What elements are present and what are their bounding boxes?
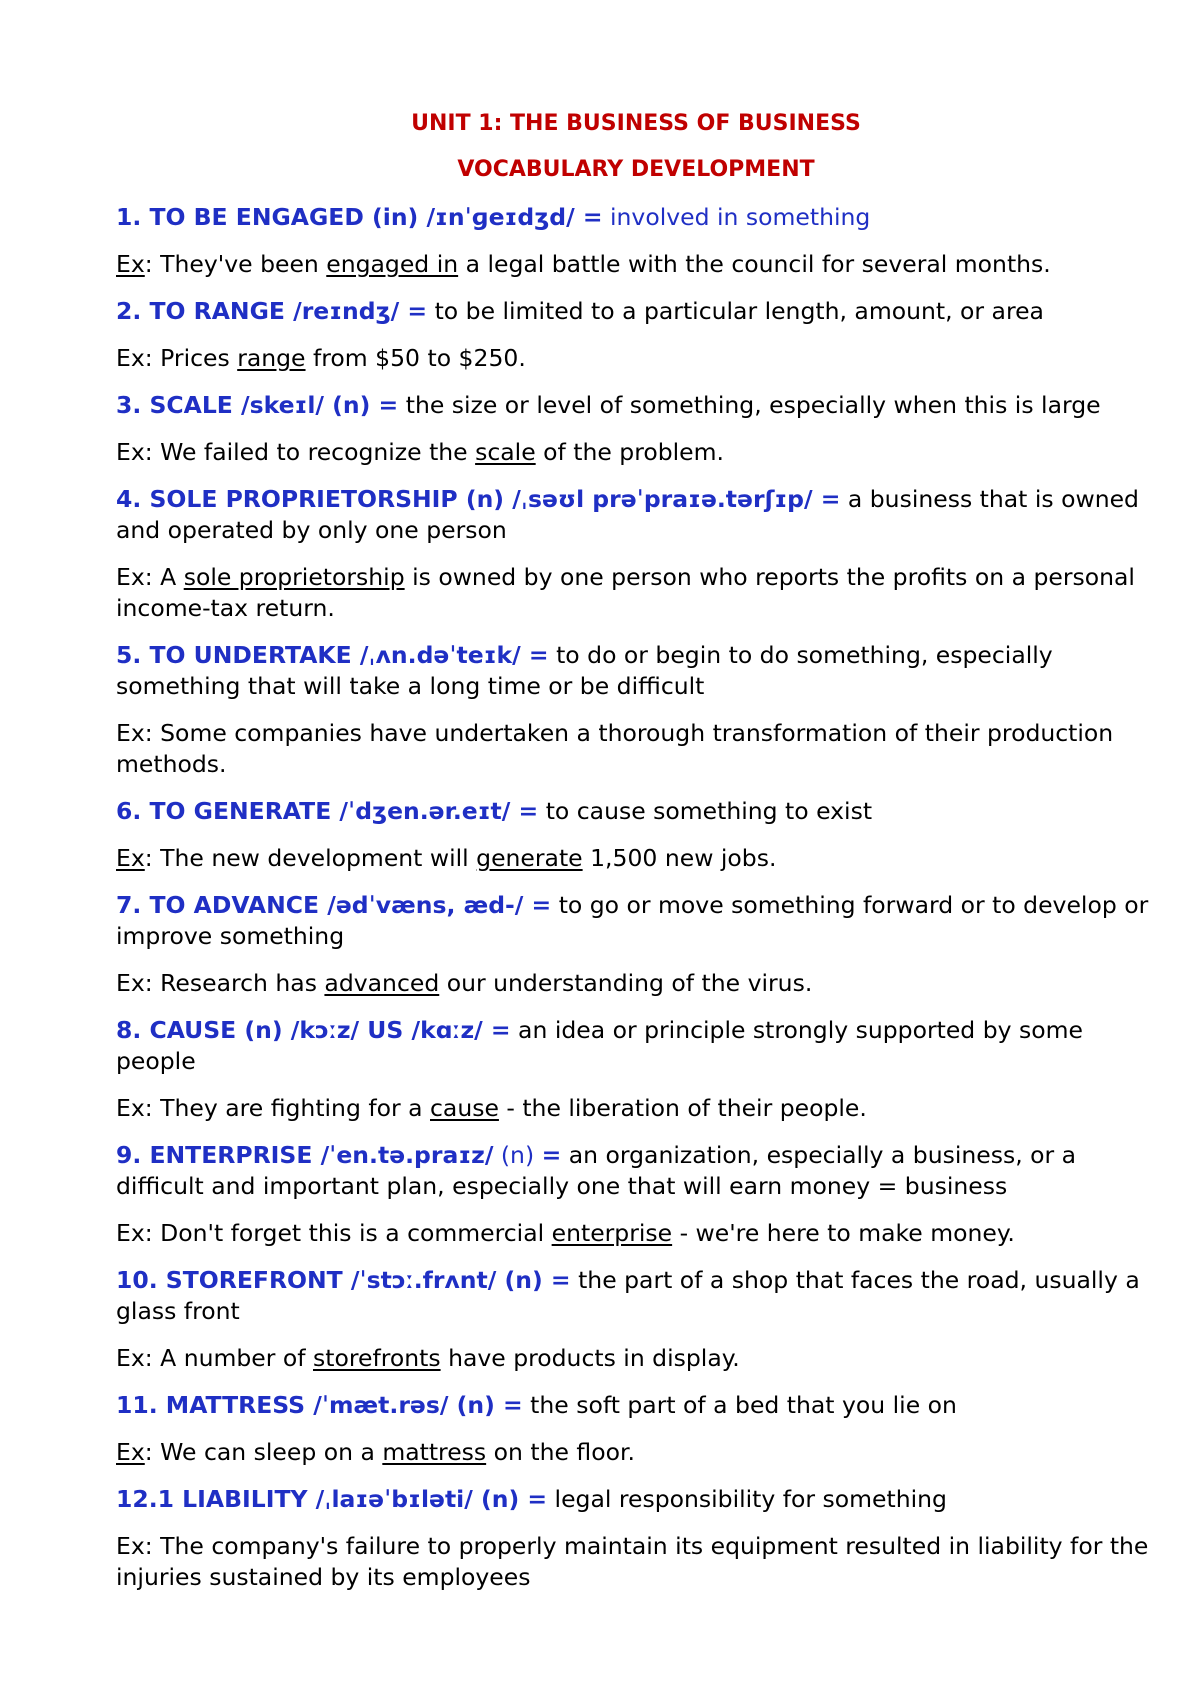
example-keyword: scale	[475, 438, 536, 466]
vocab-entry-7	[116, 890, 1156, 952]
example-keyword: range	[237, 344, 306, 372]
part-of-speech: (n)	[493, 1141, 542, 1169]
example-text-end: - the liberation of their people.	[498, 1094, 867, 1122]
example-keyword: engaged in	[326, 250, 459, 278]
example-text: Ex: A number of	[116, 1344, 313, 1372]
unit-title: UNIT 1: THE BUSINESS OF BUSINESS	[411, 111, 861, 136]
example-12	[116, 1531, 1156, 1593]
example-text-end: on the floor.	[486, 1438, 635, 1466]
example-text: Ex: Prices	[116, 344, 238, 372]
example-text-end: our understanding of the virus.	[439, 969, 813, 997]
vocab-entry-12	[116, 1484, 1156, 1515]
example-10	[116, 1343, 1156, 1374]
term: 11. MATTRESS /ˈmæt.rəs/ (n) =	[116, 1391, 523, 1419]
example-9	[116, 1218, 1156, 1249]
example-text: Ex: Don't forget this is a commercial	[116, 1219, 552, 1247]
vocab-entry-1	[116, 202, 1156, 233]
vocab-entry-5	[116, 640, 1156, 702]
document-page	[116, 110, 1156, 1609]
example-text: Ex: The company's failure to properly maintain its equipment resulted in liability for the injuries sustained by its employees	[116, 1532, 1149, 1591]
definition: to do or begin to do something, especially something that will take a long time or be difficult	[116, 641, 1053, 700]
example-text-end: have products in display.	[440, 1344, 740, 1372]
example-text: Ex: They are fighting for a	[116, 1094, 430, 1122]
term: 6. TO GENERATE /ˈdʒen.ər.eɪt/ =	[116, 797, 539, 825]
vocab-entry-4	[116, 484, 1156, 546]
example-text-end: a legal battle with the council for several months.	[458, 250, 1051, 278]
vocab-entry-9	[116, 1140, 1156, 1202]
example-keyword: enterprise	[551, 1219, 673, 1247]
example-text: Ex: A	[116, 563, 184, 591]
example-text: Ex: Some companies have undertaken a thorough transformation of their production methods.	[116, 719, 1114, 778]
term: 2. TO RANGE /reɪndʒ/ =	[116, 297, 428, 325]
vocab-entry-6	[116, 796, 1156, 827]
definition: involved in something	[602, 203, 871, 231]
example-keyword: mattress	[382, 1438, 487, 1466]
vocab-entry-2	[116, 296, 1156, 327]
example-1	[116, 249, 1156, 280]
example-3	[116, 437, 1156, 468]
term: 4. SOLE PROPRIETORSHIP (n) /ˌsəʊl prəˈpraɪə.tərʃɪp/ =	[116, 485, 841, 513]
vocab-entry-3	[116, 390, 1156, 421]
term: 9. ENTERPRISE /ˈen.tə.praɪz/	[116, 1141, 494, 1169]
definition: the size or level of something, especially when this is large	[398, 391, 1101, 419]
example-4	[116, 562, 1156, 624]
example-text: Ex: Research has	[116, 969, 325, 997]
definition: to cause something to exist	[538, 797, 873, 825]
definition: to go or move something forward or to develop or improve something	[116, 891, 1149, 950]
equals-sign: =	[541, 1141, 562, 1169]
vocab-entry-8	[116, 1015, 1156, 1077]
example-2	[116, 343, 1156, 374]
example-text-end: of the problem.	[535, 438, 725, 466]
definition: an idea or principle strongly supported by some people	[116, 1016, 1083, 1075]
example-lead: Ex	[116, 1438, 145, 1466]
term: 12.1 LIABILITY /ˌlaɪəˈbɪləti/ (n) =	[116, 1485, 548, 1513]
definition: to be limited to a particular length, amount, or area	[427, 297, 1044, 325]
term: 10. STOREFRONT /ˈstɔː.frʌnt/ (n) =	[116, 1266, 571, 1294]
example-8	[116, 1093, 1156, 1124]
example-keyword: generate	[476, 844, 583, 872]
example-7	[116, 968, 1156, 999]
example-text: : The new development will	[144, 844, 477, 872]
definition: the soft part of a bed that you lie on	[522, 1391, 957, 1419]
term: 7. TO ADVANCE /ədˈvæns, æd-/ =	[116, 891, 552, 919]
example-text: Ex: We failed to recognize the	[116, 438, 476, 466]
term: 3. SCALE /skeɪl/ (n) =	[116, 391, 399, 419]
example-lead: Ex	[116, 844, 145, 872]
definition: an organization, especially a business, or a difficult and important plan, especially one that will earn money = business	[116, 1141, 1077, 1200]
definition: a business that is owned and operated by only one person	[116, 485, 1139, 544]
example-5	[116, 718, 1156, 780]
example-lead: Ex	[116, 250, 145, 278]
example-text-end: - we're here to make money.	[672, 1219, 1015, 1247]
example-11	[116, 1437, 1156, 1468]
example-text: : They've been	[144, 250, 327, 278]
example-text-end: is owned by one person who reports the profits on a personal income-tax return.	[116, 563, 1135, 622]
example-keyword: sole proprietorship	[183, 563, 405, 591]
term: 8. CAUSE (n) /kɔːz/ US /kɑːz/ =	[116, 1016, 511, 1044]
vocab-entry-10	[116, 1265, 1156, 1327]
section-title: VOCABULARY DEVELOPMENT	[457, 157, 815, 182]
example-text: : We can sleep on a	[144, 1438, 383, 1466]
example-keyword: storefronts	[313, 1344, 441, 1372]
definition: the part of a shop that faces the road, usually a glass front	[116, 1266, 1140, 1325]
term: 5. TO UNDERTAKE /ˌʌn.dəˈteɪk/ =	[116, 641, 549, 669]
definition: legal responsibility for something	[547, 1485, 947, 1513]
example-keyword: cause	[430, 1094, 499, 1122]
vocab-entry-11	[116, 1390, 1156, 1421]
example-text-end: from $50 to $250.	[305, 344, 526, 372]
term: 1. TO BE ENGAGED (in) /ɪnˈɡeɪdʒd/ =	[116, 203, 603, 231]
example-text-end: 1,500 new jobs.	[582, 844, 777, 872]
example-keyword: advanced	[324, 969, 440, 997]
example-6	[116, 843, 1156, 874]
